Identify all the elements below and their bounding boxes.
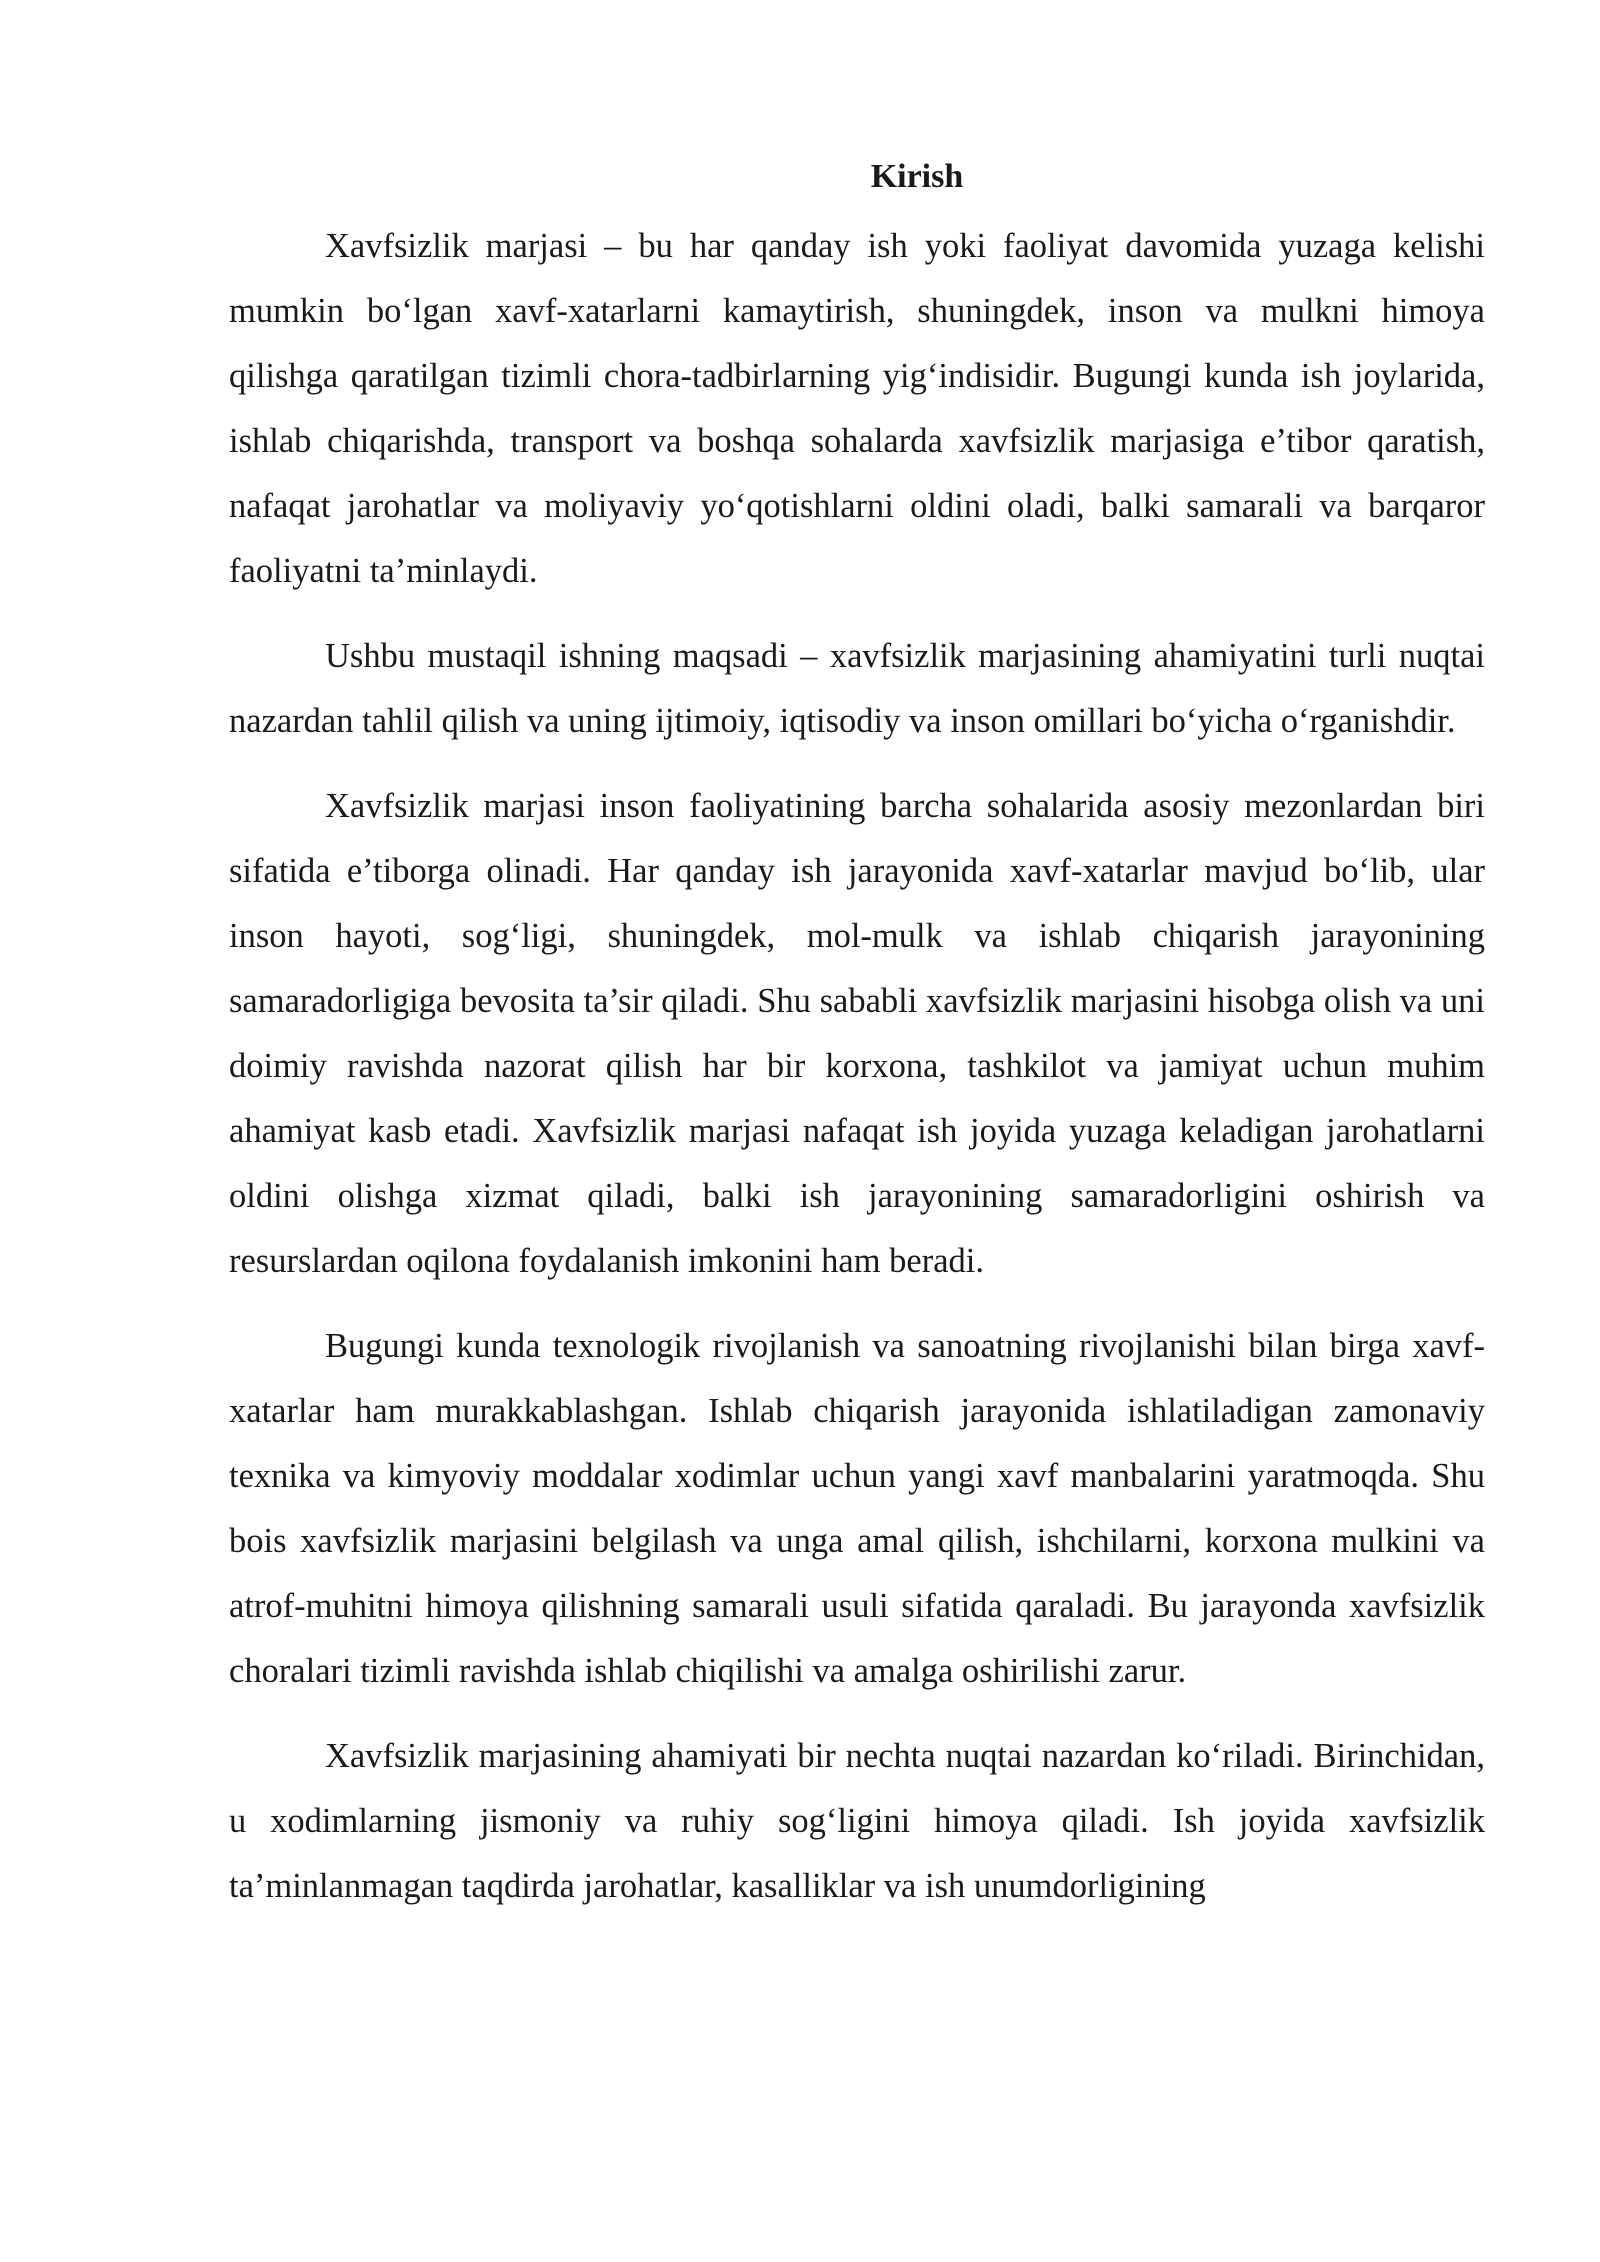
paragraph-perspectives: Xavfsizlik marjasining ahamiyati bir nechta nuqtai nazardan ko‘riladi. Birinchidan, u xodimlarning jismoniy va ruhiy sog‘ligini himoya qiladi. Ish joyida xavfsizlik ta’minlanmagan taqdirda jarohatlar, kasalliklar va ish unumdorligining <box>229 1737 1485 1905</box>
paragraph-importance: Xavfsizlik marjasi inson faoliyatining barcha sohalarida asosiy mezonlardan biri sifatida e’tiborga olinadi. Har qanday ish jarayonida xavf-xatarlar mavjud bo‘lib, ular inson hayoti, sog‘ligi, shuningdek, mol-mulk va ishlab chiqarish jarayonining samaradorligiga bevosita ta’sir qiladi. Shu sababli xavfsizlik marjasini hisobga olish va uni doimiy ravishda nazorat qilish har bir korxona, tashkilot va jamiyat uchun muhim ahamiyat kasb etadi. Xavfsizlik marjasi nafaqat ish joyida yuzaga keladigan jarohatlarni oldini olishga xizmat qiladi, balki ish jarayonining samaradorligini oshirish va resurslardan oqilona foydalanish imkonini ham beradi. <box>229 787 1485 1280</box>
paragraph-technology: Bugungi kunda texnologik rivojlanish va sanoatning rivojlanishi bilan birga xavf-xatarlar ham murakkablashgan. Ishlab chiqarish jarayonida ishlatiladigan zamonaviy texnika va kimyoviy moddalar xodimlar uchun yangi xavf manbalarini yaratmoqda. Shu bois xavfsizlik marjasini belgilash va unga amal qilish, ishchilarni, korxona mulkini va atrof-muhitni himoya qilishning samarali usuli sifatida qaraladi. Bu jarayonda xavfsizlik choralari tizimli ravishda ishlab chiqilishi va amalga oshirilishi zarur. <box>229 1327 1485 1690</box>
paragraph-purpose: Ushbu mustaqil ishning maqsadi – xavfsizlik marjasining ahamiyatini turli nuqtai nazardan tahlil qilish va uning ijtimoiy, iqtisodiy va inson omillari bo‘yicha o‘rganishdir. <box>229 637 1485 740</box>
paragraph-definition: Xavfsizlik marjasi – bu har qanday ish yoki faoliyat davomida yuzaga kelishi mumkin bo‘lgan xavf-xatarlarni kamaytirish, shuningdek, inson va mulkni himoya qilishga qaratilgan tizimli chora-tadbirlarning yig‘indisidir. Bugungi kunda ish joylarida, ishlab chiqarishda, transport va boshqa sohalarda xavfsizlik marjasiga e’tibor qaratish, nafaqat jarohatlar va moliyaviy yo‘qotishlarni oldini oladi, balki samarali va barqaror faoliyatni ta’minlaydi. <box>229 227 1485 590</box>
document-body <box>229 150 1485 1939</box>
section-title: Kirish <box>870 158 964 195</box>
